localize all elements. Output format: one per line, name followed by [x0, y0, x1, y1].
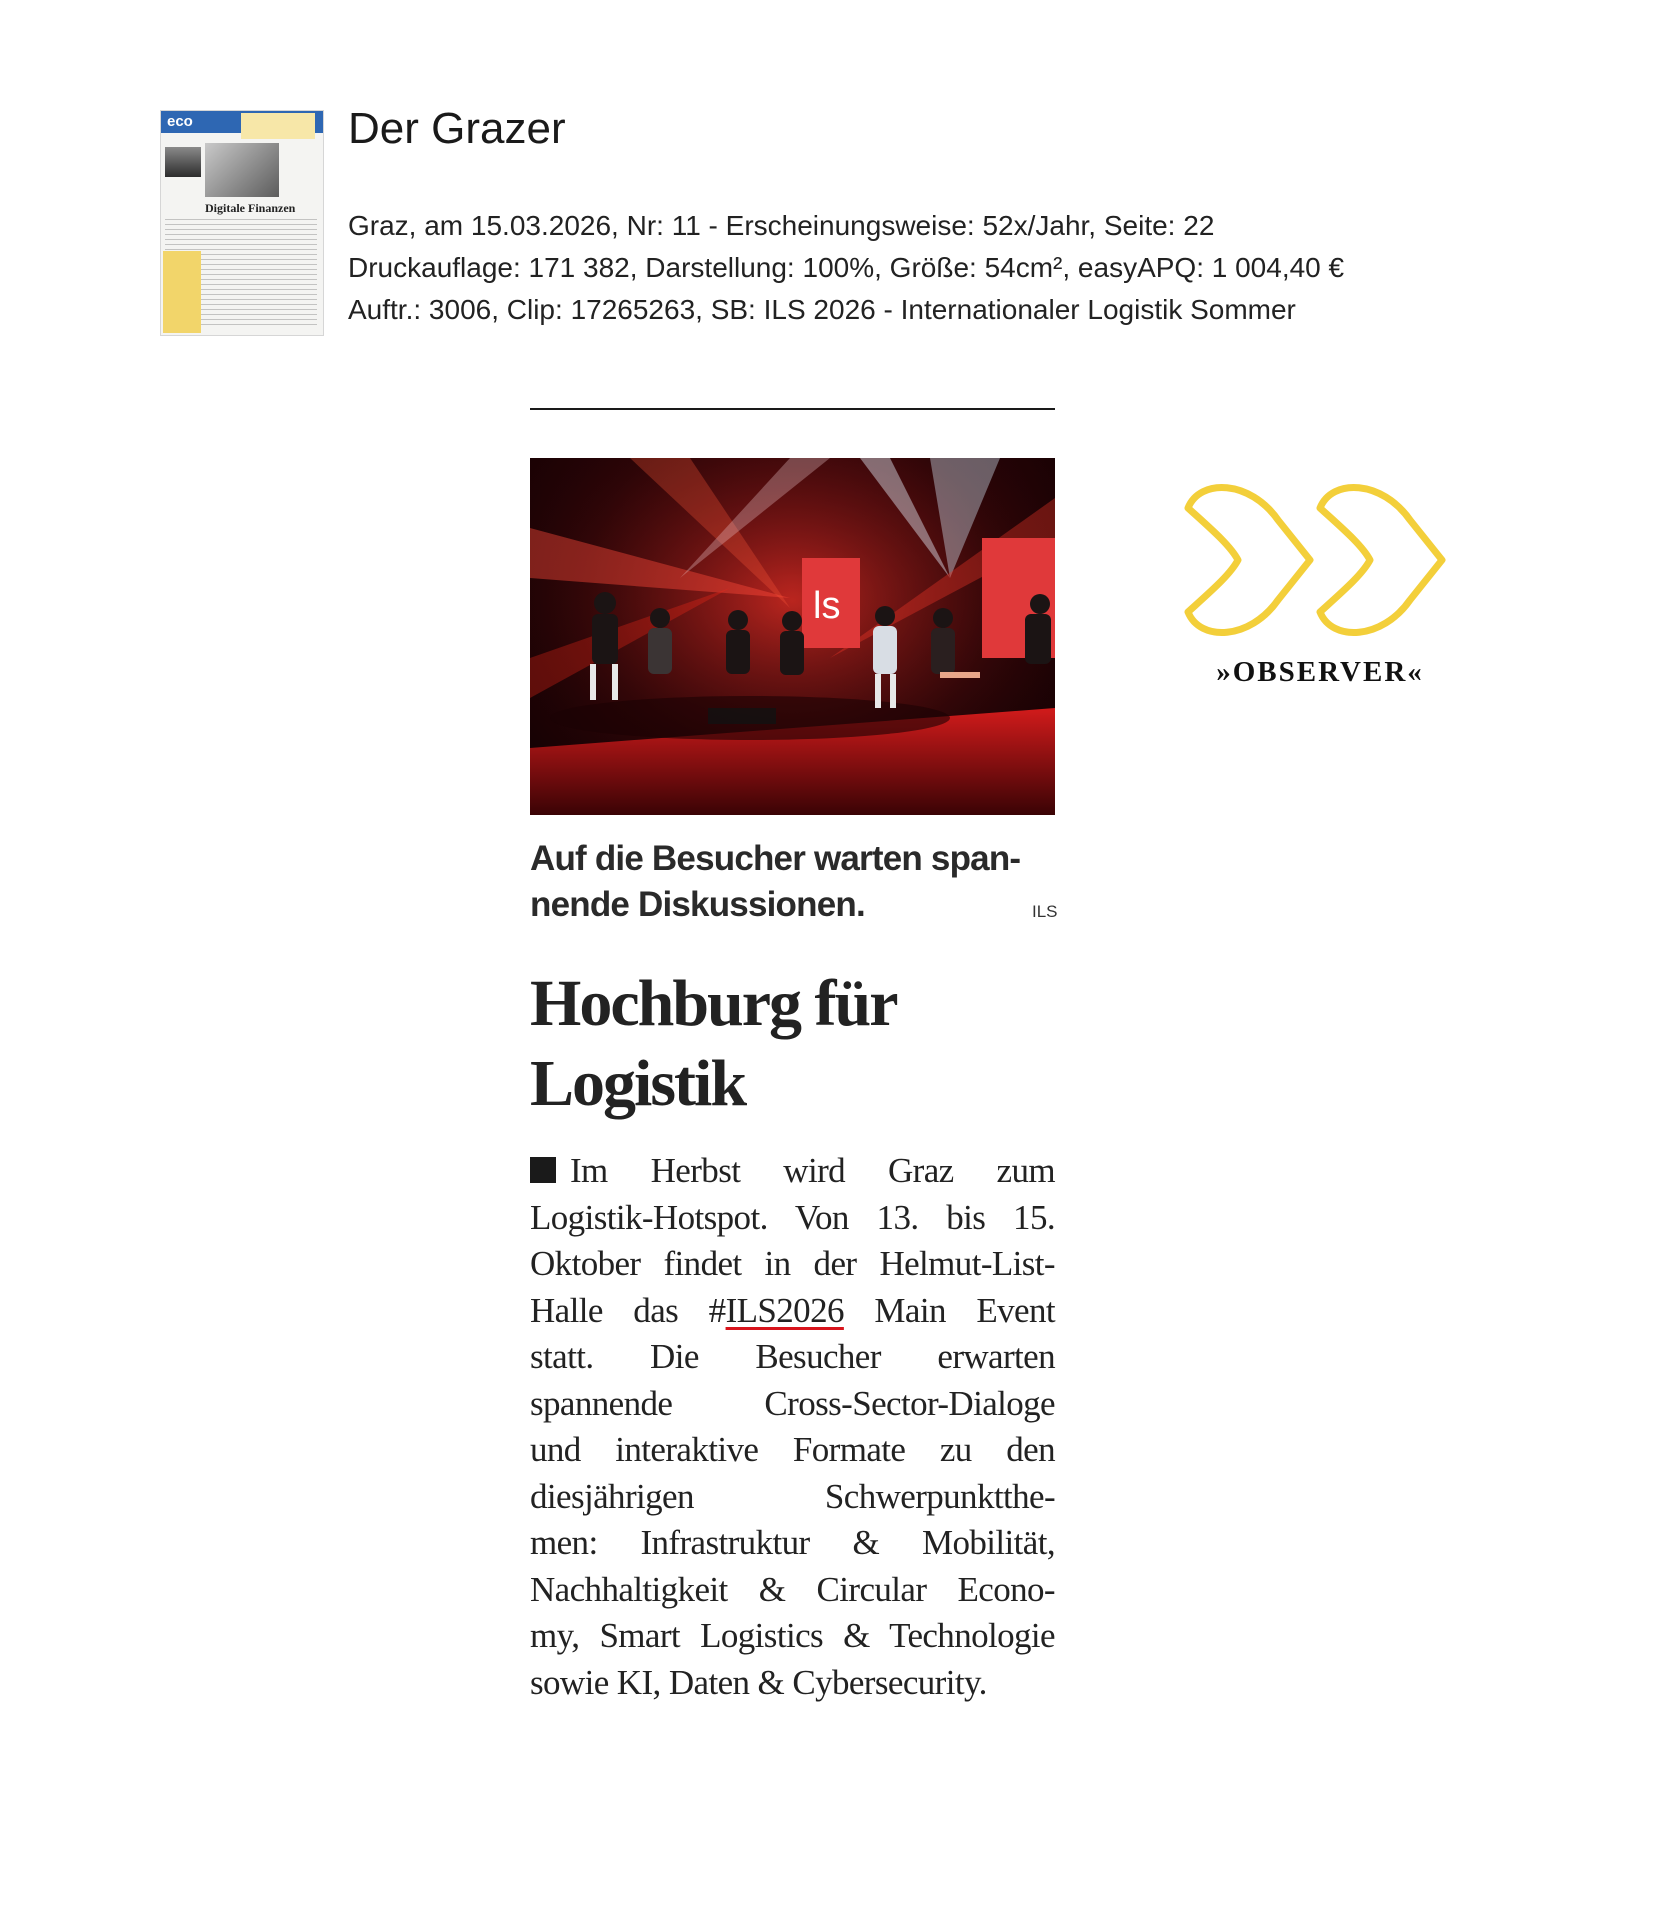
paragraph-marker-icon — [530, 1157, 556, 1183]
body-line: statt. Die Besucher erwarten — [530, 1337, 1055, 1376]
highlighted-search-term: ILS2026 — [725, 1290, 844, 1330]
thumbnail-headline: Digitale Finanzen — [205, 201, 296, 215]
body-line: Oktober findet in der Helmut-List- — [530, 1244, 1055, 1283]
stage-monitor — [708, 708, 776, 724]
thumbnail-main-photo — [205, 143, 279, 197]
body-text: Halle das # — [530, 1290, 726, 1330]
body-line: spannende Cross-Sector-Dialoge — [530, 1383, 1055, 1423]
publication-meta-line-3: Auftr.: 3006, Clip: 17265263, SB: ILS 2026 - Internationaler Logistik Sommer — [348, 294, 1296, 325]
publication-meta-line-2: Druckauflage: 171 382, Darstellung: 100%, Größe: 54cm², easyAPQ: 1 004,40 € — [348, 252, 1345, 283]
photo-caption-line-2: nende Diskussionen. — [530, 885, 865, 924]
body-line: men: Infrastruktur & Mobilität, — [530, 1523, 1055, 1562]
thumbnail-teaser-box — [241, 113, 315, 139]
photo-caption-line-1: Auf die Besucher warten span- — [530, 839, 1021, 878]
publication-name: Der Grazer — [348, 104, 566, 153]
body-line — [530, 1288, 1055, 1335]
observer-logo-text: »OBSERVER« — [1216, 656, 1424, 688]
newspaper-page-thumbnail — [160, 110, 324, 336]
article-title — [530, 964, 1055, 1124]
body-line: sowie KI, Daten & Cybersecurity. — [530, 1662, 987, 1702]
body-text: Im Herbst wird Graz zum — [570, 1151, 1055, 1190]
body-line: Nachhaltigkeit & Circular Econo- — [530, 1569, 1055, 1609]
body-line: my, Smart Logistics & Technologie — [530, 1616, 1055, 1655]
article-title-line-1: Hochburg für — [530, 967, 897, 1040]
thumbnail-highlight-box — [163, 251, 201, 333]
article-photo — [530, 458, 1055, 815]
publication-meta-line-1: Graz, am 15.03.2026, Nr: 11 - Erscheinungsweise: 52x/Jahr, Seite: 22 — [348, 210, 1215, 241]
article-top-rule — [530, 408, 1055, 410]
body-line: Logistik-Hotspot. Von 13. bis 15. — [530, 1197, 1055, 1237]
body-text: Main Event — [843, 1290, 1055, 1330]
thumbnail-section-label: eco — [167, 113, 193, 130]
stage-screen-logo: ls — [813, 585, 841, 627]
photo-credit: ILS — [1032, 902, 1058, 921]
article-body — [530, 1148, 1055, 1706]
thumbnail-portrait-photo — [165, 147, 201, 177]
body-line: und interaktive Formate zu den — [530, 1430, 1055, 1469]
body-line — [530, 1148, 1055, 1195]
body-line: diesjährigen Schwerpunktthe- — [530, 1476, 1055, 1516]
photo-caption — [530, 836, 1055, 928]
article-title-line-2: Logistik — [530, 1047, 746, 1120]
stage-photo-illustration — [530, 458, 1055, 815]
